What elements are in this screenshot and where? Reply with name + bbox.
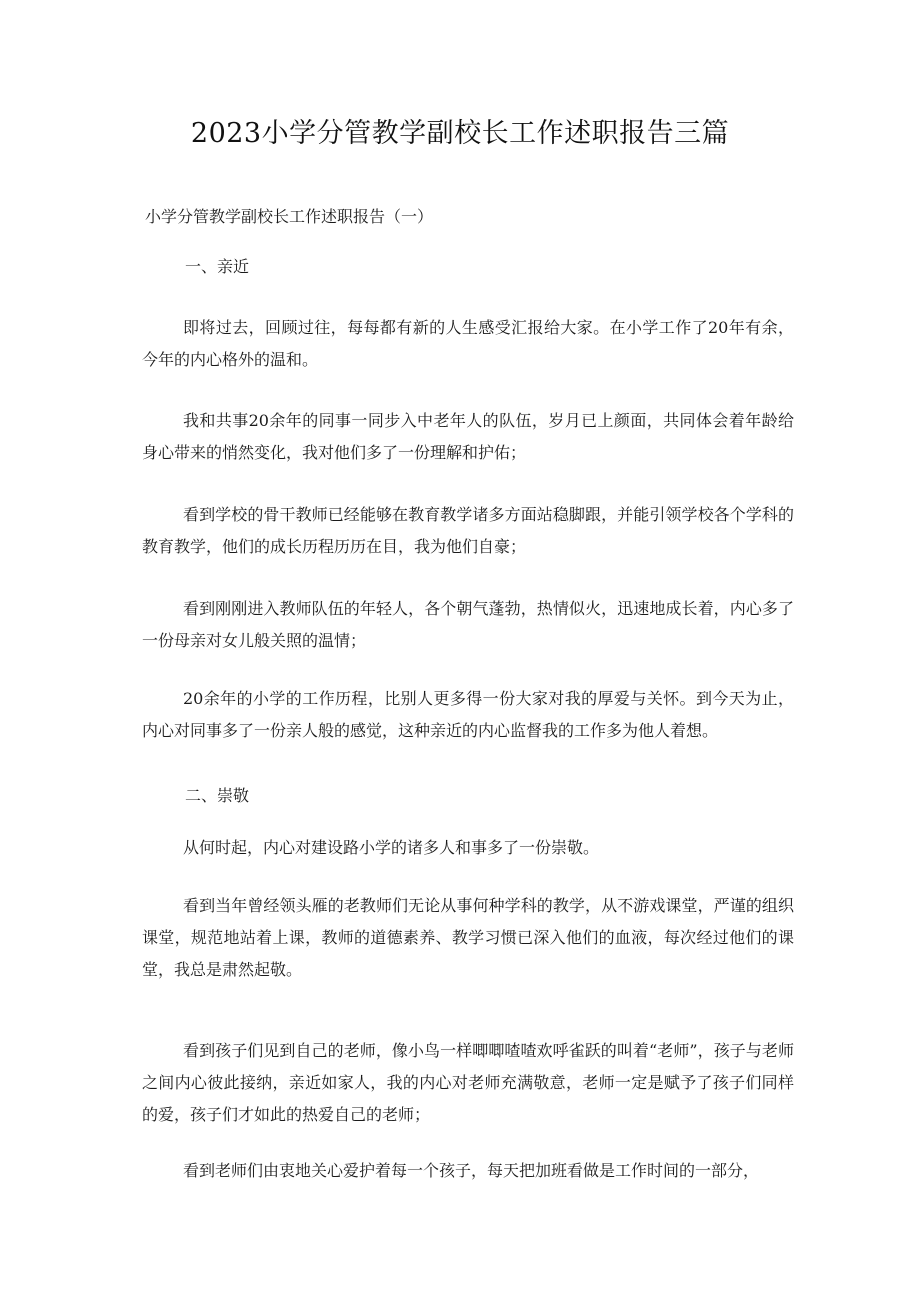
section-heading-1: 一、亲近 xyxy=(185,257,250,276)
paragraph: 看到学校的骨干教师已经能够在教育教学诸多方面站稳脚跟，并能引领学校各个学科的教育教学，他们的成长历程历历在目，我为他们自豪； xyxy=(142,505,794,556)
paragraph: 即将过去，回顾过往，每每都有新的人生感受汇报给大家。在小学工作了20年有余，今年的内心格外的温和。 xyxy=(142,318,794,369)
paragraph: 我和共事20余年的同事一同步入中老年人的队伍，岁月已上颜面，共同体会着年龄给身心带来的悄然变化，我对他们多了一份理解和护佑； xyxy=(142,411,794,462)
document-title: 2023小学分管教学副校长工作述职报告三篇 xyxy=(190,118,730,149)
paragraph: 看到刚刚进入教师队伍的年轻人，各个朝气蓬勃，热情似火，迅速地成长着，内心多了一份母亲对女儿般关照的温情； xyxy=(142,599,794,650)
paragraph: 从何时起，内心对建设路小学的诸多人和事多了一份崇敬。 xyxy=(183,838,600,857)
report-subtitle: 小学分管教学副校长工作述职报告（一） xyxy=(145,207,434,226)
paragraph: 20余年的小学的工作历程，比别人更多得一份大家对我的厚爱与关怀。到今天为止，内心对同事多了一份亲人般的感觉，这种亲近的内心监督我的工作多为他人着想。 xyxy=(142,689,794,740)
paragraph: 看到老师们由衷地关心爱护着每一个孩子，每天把加班看做是工作时间的一部分， xyxy=(183,1161,760,1180)
section-heading-2: 二、崇敬 xyxy=(185,786,250,805)
paragraph: 看到孩子们见到自己的老师，像小鸟一样唧唧喳喳欢呼雀跃的叫着“老师”，孩子与老师之间内心彼此接纳，亲近如家人，我的内心对老师充满敬意，老师一定是赋予了孩子们同样的爱，孩子们才如此的热爱自己的老师； xyxy=(142,1041,794,1124)
paragraph: 看到当年曾经领头雁的老教师们无论从事何种学科的教学，从不游戏课堂，严谨的组织课堂，规范地站着上课，教师的道德素养、教学习惯已深入他们的血液，每次经过他们的课堂，我总是肃然起敬。 xyxy=(142,896,794,979)
